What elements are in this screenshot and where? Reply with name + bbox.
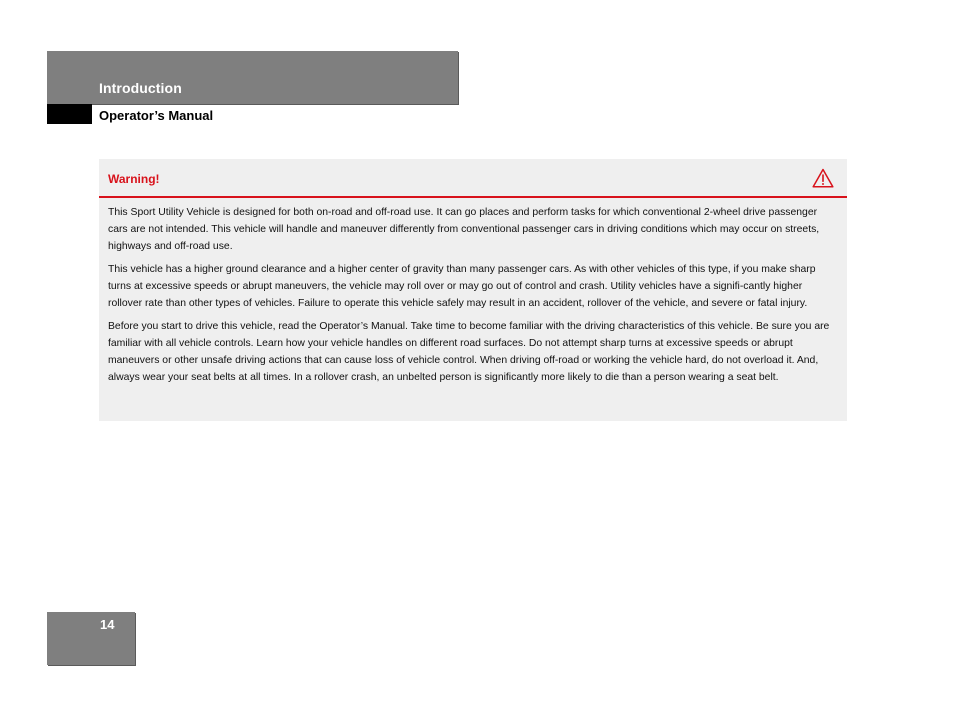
warning-header <box>99 159 847 198</box>
section-title: Introduction <box>99 80 182 96</box>
warning-paragraph: Before you start to drive this vehicle, read the Operator’s Manual. Take time to become familiar with the driving characteristics of this vehicle. Be sure you are familiar with all vehicle controls. Learn how your vehicle handles on different road surfaces. Do not attempt sharp turns at excessive speeds or abrupt maneuvers or other unsafe driving actions that can cause loss of vehicle control. When driving off-road or working the vehicle hard, do not overload it. And, always wear your seat belts at all times. In a rollover crash, an unbelted person is significantly more likely to die than a person wearing a seat belt. <box>108 321 830 383</box>
warning-paragraph: This Sport Utility Vehicle is designed for both on-road and off-road use. It can go places and perform tasks for which conventional 2-wheel drive passenger cars are not intended. This vehicle will handle and maneuver differently from conventional passenger cars in driving conditions which may occur on streets, highways and off-road use. <box>108 207 820 252</box>
page-number-box <box>47 612 135 665</box>
warning-paragraph: This vehicle has a higher ground clearance and a higher center of gravity than many passenger cars. As with other vehicles of this type, if you make sharp turns at excessive speeds or abrupt maneuvers, the vehicle may roll over or may go out of control and crash. Utility vehicles have a signifi-cantly higher rollover rate than other types of vehicles. Failure to operate this vehicle safely may result in an accident, rollover of the vehicle, and severe or fatal injury. <box>108 264 816 309</box>
warning-box <box>99 159 847 421</box>
warning-title: Warning! <box>108 172 160 186</box>
warning-triangle-icon <box>812 168 834 188</box>
header-bar <box>47 51 458 104</box>
section-marker-tab <box>47 104 92 124</box>
page-number: 14 <box>100 617 115 632</box>
subsection-title: Operator’s Manual <box>99 108 214 123</box>
warning-body <box>108 204 838 392</box>
